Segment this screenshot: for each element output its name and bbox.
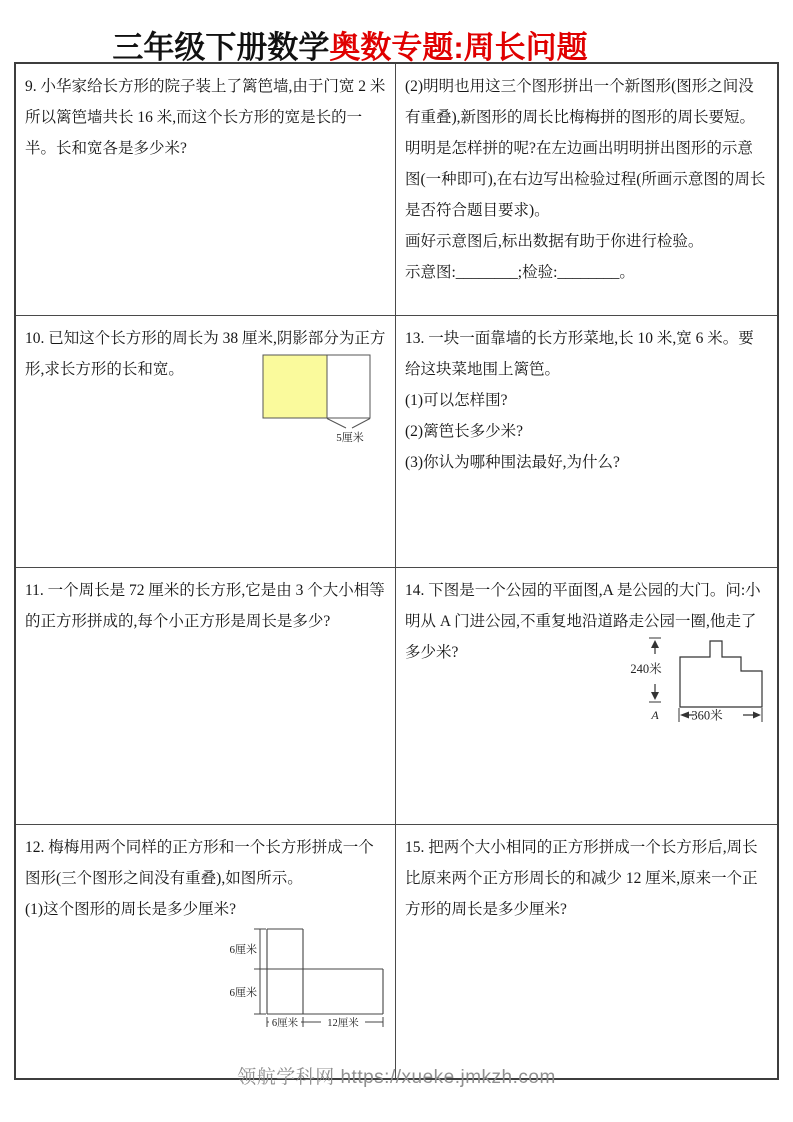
title-prefix: 三年级下册数学 — [112, 30, 330, 65]
l-shape-diagram — [205, 925, 395, 1032]
page-title — [0, 22, 700, 67]
pointer-lines — [327, 419, 370, 429]
cell-problem-2b — [395, 64, 777, 315]
square-rectangle-diagram — [262, 350, 378, 446]
problem-13-text: 13. 一块一面靠墙的长方形菜地,长 10 米,宽 6 米。要给这块菜地围上篱笆。 — [405, 330, 754, 378]
right-arrowhead — [753, 712, 761, 719]
problem-12-sub1: (1)这个图形的周长是多少厘米? — [25, 901, 236, 918]
problem-13-sub3: (3)你认为哪种围法最好,为什么? — [405, 454, 620, 471]
problem-14-text: 14. 下图是一个公园的平面图,A 是公园的大门。问:小明从 A 门进公园,不重复地沿道路走公园一圈,他走了多少米? — [405, 582, 761, 661]
l-shape-outline — [254, 929, 383, 1014]
bottom-square-label: 6厘米 — [229, 987, 257, 999]
cell-problem-13 — [395, 315, 777, 567]
problem-2b-blanks: 示意图:________;检验:________。 — [405, 264, 635, 281]
bottom-width-label: 6厘米 — [271, 1018, 299, 1029]
problem-10-text: 10. 已知这个长方形的周长为 38 厘米,阴影部分为正方形,求长方形的长和宽。 — [25, 330, 386, 378]
top-square-label: 6厘米 — [229, 944, 257, 956]
watermark: 领航学科网 https://xueke.jmkzh.com — [237, 1067, 556, 1088]
gate-label: A — [651, 708, 659, 722]
problem-2b-text: (2)明明也用这三个图形拼出一个新图形(图形之间没有重叠),新图形的周长比梅梅拼的图形的周长要短。明明是怎样拼的呢?在左边画出明明拼出图形的示意图(一种即可),在右边写出检验过程(所画示意图的周长是否符合题目要求)。 — [405, 78, 766, 219]
problem-13-sub2: (2)篱笆长多少米? — [405, 423, 523, 440]
up-arrowhead — [651, 640, 659, 648]
problem-13-sub1: (1)可以怎样围? — [405, 392, 508, 409]
problem-15-text: 15. 把两个大小相同的正方形拼成一个长方形后,周长比原来两个正方形周长的和减少 12 厘米,原来一个正方形的周长是多少厘米? — [405, 839, 758, 918]
problem-11-text: 11. 一个周长是 72 厘米的长方形,它是由 3 个大小相等的正方形拼成的,每个小正方形是周长是多少? — [25, 582, 385, 630]
cell-problem-14 — [395, 567, 777, 824]
height-label: 240米 — [630, 662, 662, 676]
cell-problem-10 — [16, 315, 395, 567]
left-arrowhead — [680, 712, 689, 719]
width-label: 5厘米 — [336, 432, 364, 444]
cell-problem-9 — [16, 64, 395, 315]
height-measure-line — [254, 929, 266, 1014]
title-highlight: 奥数专题:周长问题 — [329, 30, 588, 65]
down-arrowhead — [651, 692, 659, 700]
park-map-diagram — [627, 634, 777, 726]
rect-width-label: 12厘米 — [327, 1018, 359, 1029]
cell-problem-12 — [16, 824, 395, 1078]
unshaded-rect — [327, 355, 370, 418]
problem-12-text: 12. 梅梅用两个同样的正方形和一个长方形拼成一个图形(三个图形之间没有重叠),如图所示。 — [25, 839, 374, 887]
width-label: 360米 — [691, 708, 723, 723]
cell-problem-15 — [395, 824, 777, 1078]
park-outline — [680, 641, 762, 707]
cell-problem-11 — [16, 567, 395, 824]
problem-2b-hint: 画好示意图后,标出数据有助于你进行检验。 — [405, 233, 704, 250]
shaded-square — [263, 355, 327, 418]
problem-9-text: 9. 小华家给长方形的院子装上了篱笆墙,由于门宽 2 米所以篱笆墙共长 16 米,而这个长方形的宽是长的一半。长和宽各是多少米? — [25, 78, 386, 157]
problems-table — [14, 62, 779, 1080]
